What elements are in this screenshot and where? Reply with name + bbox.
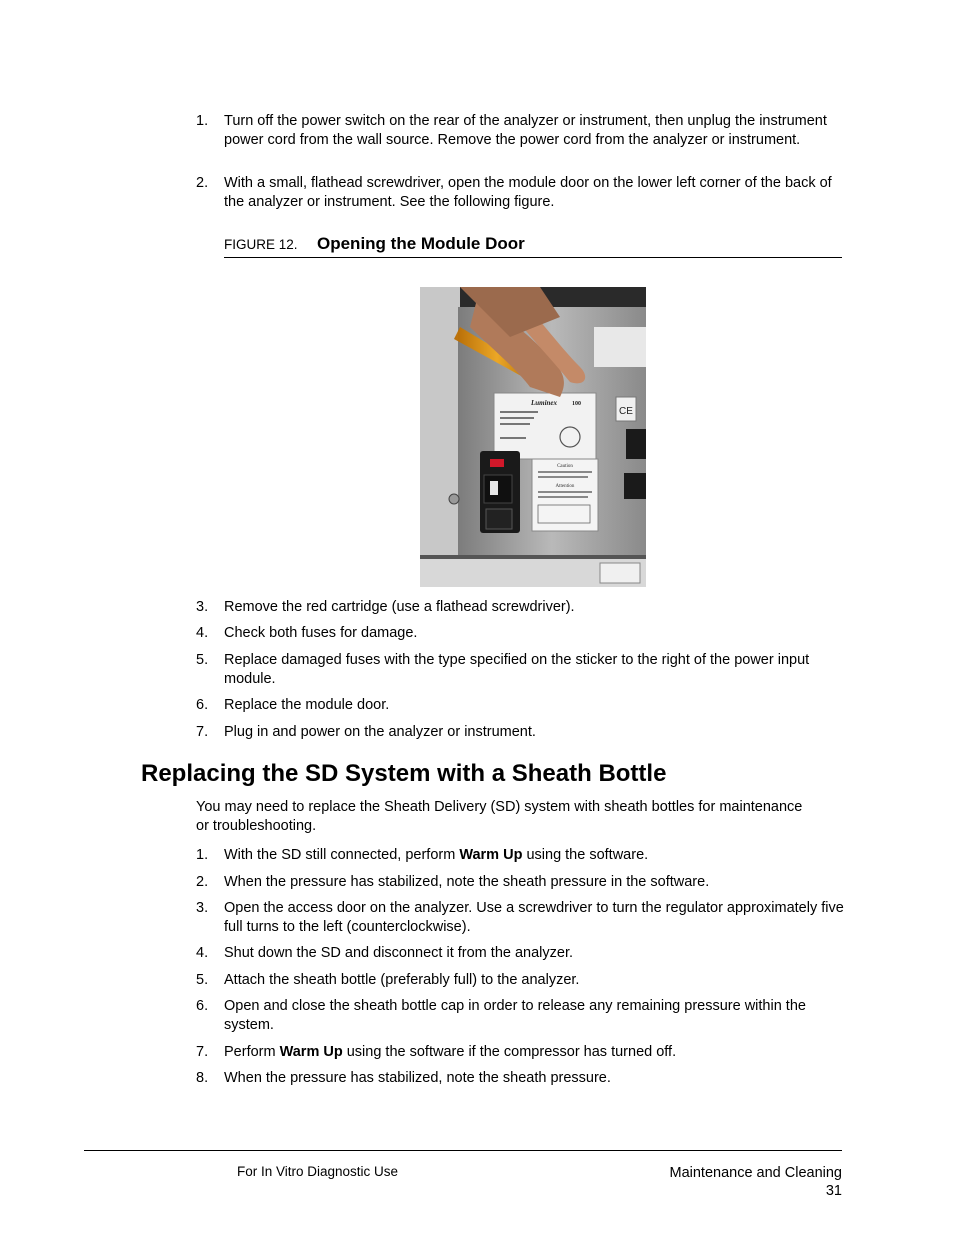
figure-label: FIGURE 12. [224, 237, 298, 252]
step-text: When the pressure has stabilized, note the sheath pressure in the software. [224, 874, 710, 890]
section-heading: Replacing the SD System with a Sheath Bottle [141, 760, 667, 787]
step-number: 7. [196, 1044, 209, 1060]
step-number: 2. [196, 874, 209, 890]
step-number: 3. [196, 599, 209, 615]
step-number: 1. [196, 847, 209, 863]
step-number: 4. [196, 945, 209, 961]
step-text: Replace the module door. [224, 697, 390, 713]
step-number: 5. [196, 652, 209, 668]
step-text: Replace damaged fuses with the type specified on the sticker to the right of the power input module. [224, 652, 810, 687]
step-text: Check both fuses for damage. [224, 625, 418, 641]
step-number: 7. [196, 724, 209, 740]
photo-caution-text: Caution [557, 464, 573, 469]
step-text: Plug in and power on the analyzer or instrument. [224, 724, 536, 740]
footer-left-text: For In Vitro Diagnostic Use [237, 1164, 399, 1179]
step-text: Perform Warm Up using the software if the compressor has turned off. [224, 1044, 677, 1060]
photo-illustration [420, 287, 646, 587]
module-door-photo [420, 287, 646, 587]
step-number: 6. [196, 697, 209, 713]
step-number: 6. [196, 998, 209, 1014]
warm-up-term: Warm Up [459, 847, 523, 863]
page-number: 31 [825, 1183, 842, 1199]
footer-divider [84, 1150, 842, 1151]
step-number: 3. [196, 900, 209, 916]
photo-attention-text: Attention [555, 484, 575, 489]
ce-mark: CE [619, 406, 633, 417]
photo-brand-text: Luminex [530, 399, 558, 407]
step-text: With a small, flathead screwdriver, open the module door on the lower left corner of the back of the analyzer or instrument. See the following figure. [224, 175, 832, 210]
figure-caption [224, 234, 842, 258]
step-text: Attach the sheath bottle (preferably full) to the analyzer. [224, 972, 580, 988]
step-number: 1. [196, 113, 209, 129]
step-number: 5. [196, 972, 209, 988]
photo-model-text: 100 [572, 401, 581, 407]
step-text: Open and close the sheath bottle cap in order to release any remaining pressure within the system. [224, 998, 806, 1033]
footer-section-title: Maintenance and Cleaning [669, 1165, 842, 1181]
step-text: Open the access door on the analyzer. Use a screwdriver to turn the regulator approximately five full turns to the left (counterclockwise). [224, 900, 844, 935]
step-text: With the SD still connected, perform Warm Up using the software. [224, 847, 649, 863]
footer-right [669, 1164, 842, 1200]
step-number: 8. [196, 1070, 209, 1086]
step-number: 2. [196, 175, 209, 191]
step-number: 4. [196, 625, 209, 641]
warm-up-term: Warm Up [279, 1044, 343, 1060]
step-text: Turn off the power switch on the rear of the analyzer or instrument, then unplug the instrument power cord from the wall source. Remove the power cord from the analyzer or instrument. [224, 113, 827, 148]
section-intro: You may need to replace the Sheath Delivery (SD) system with sheath bottles for maintenance or troubleshooting. [196, 799, 803, 834]
figure-title: Opening the Module Door [317, 234, 525, 253]
step-text: Shut down the SD and disconnect it from the analyzer. [224, 945, 574, 961]
step-text: Remove the red cartridge (use a flathead screwdriver). [224, 599, 575, 615]
step-text: When the pressure has stabilized, note the sheath pressure. [224, 1070, 611, 1086]
